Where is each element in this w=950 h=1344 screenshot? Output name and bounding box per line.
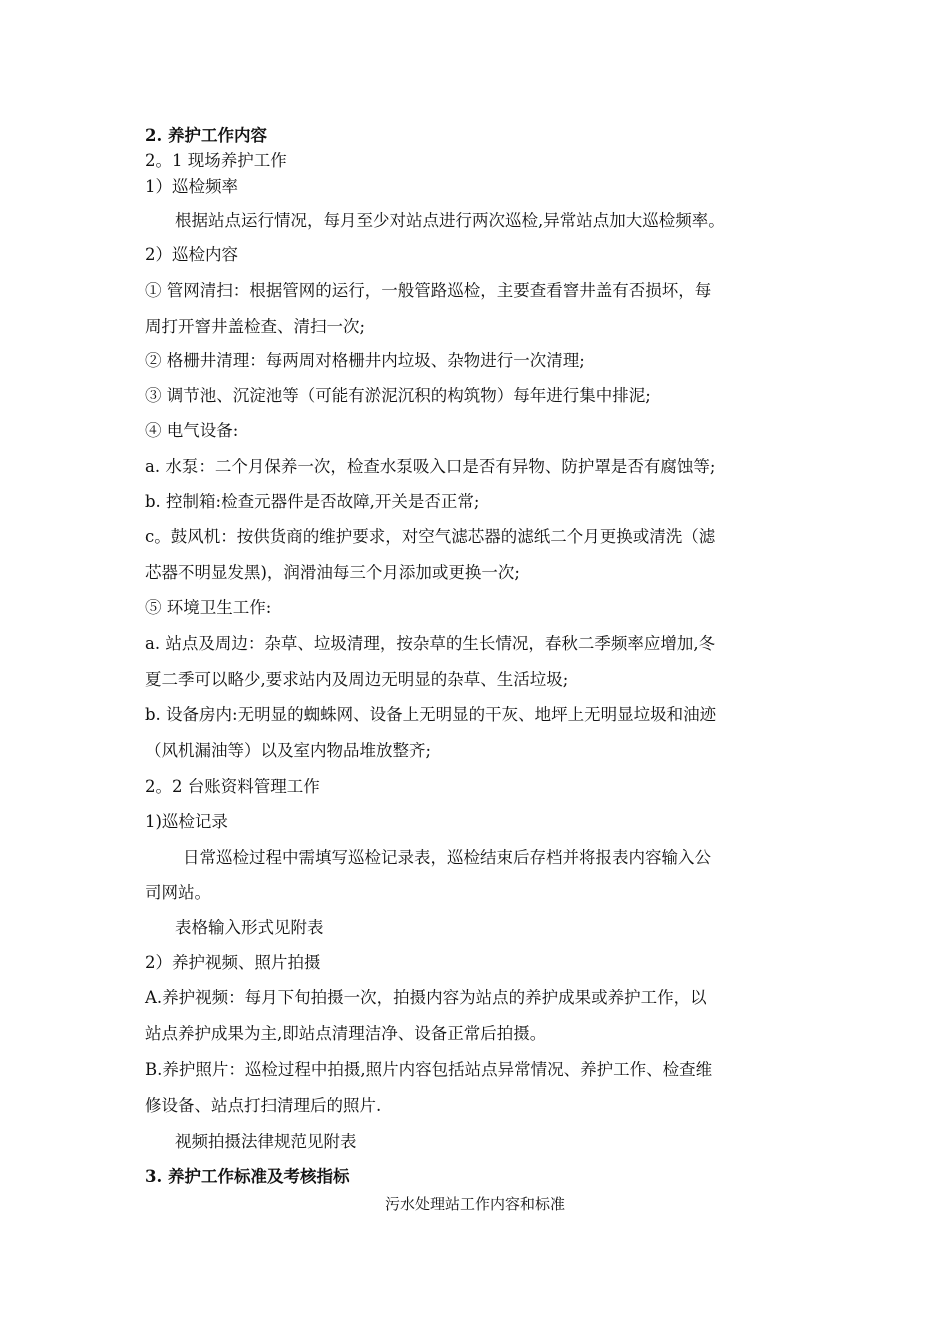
item-5a-line-1: a. 站点及周边：杂草、垃圾清理，按杂草的生长情况，春秋二季频率应增加,冬 [145, 634, 716, 653]
section-2-1-heading: 2。1 现场养护工作 [145, 151, 287, 170]
item-1-line-1: ① 管网清扫：根据管网的运行，一般管路巡检，主要查看窨井盖有否损坏，每 [145, 281, 712, 300]
section-3-heading: 3. 养护工作标准及考核指标 [145, 1167, 350, 1186]
patrol-frequency-text: 根据站点运行情况，每月至少对站点进行两次巡检,异常站点加大巡检频率。 [175, 211, 725, 230]
patrol-frequency-heading: 1）巡检频率 [145, 177, 238, 196]
video-line-2: 站点养护成果为主,即站点清理洁净、设备正常后拍摄。 [145, 1024, 547, 1043]
patrol-record-heading: 1)巡检记录 [145, 812, 228, 831]
item-4b: b. 控制箱:检查元器件是否故障,开关是否正常; [145, 492, 480, 511]
patrol-record-line-2: 司网站。 [145, 883, 211, 902]
section-2-heading: 2. 养护工作内容 [145, 126, 267, 145]
item-4-heading: ④ 电气设备: [145, 421, 239, 440]
section-2-2-heading: 2。2 台账资料管理工作 [145, 777, 320, 796]
item-5a-line-2: 夏二季可以略少,要求站内及周边无明显的杂草、生活垃圾; [145, 670, 569, 689]
media-heading: 2）养护视频、照片拍摄 [145, 953, 321, 972]
patrol-content-heading: 2）巡检内容 [145, 245, 238, 264]
photo-line-1: B.养护照片：巡检过程中拍摄,照片内容包括站点异常情况、养护工作、检查维 [145, 1060, 713, 1079]
item-3: ③ 调节池、沉淀池等（可能有淤泥沉积的构筑物）每年进行集中排泥; [145, 386, 651, 405]
item-4a: a. 水泵：二个月保养一次，检查水泵吸入口是否有异物、防护罩是否有腐蚀等; [145, 457, 716, 476]
patrol-record-line-1: 日常巡检过程中需填写巡检记录表，巡检结束后存档并将报表内容输入公 [183, 848, 711, 867]
item-5b-line-1: b. 设备房内:无明显的蜘蛛网、设备上无明显的干灰、地坪上无明显垃圾和油迹 [145, 705, 717, 724]
item-4c-line-2: 芯器不明显发黑)，润滑油每三个月添加或更换一次; [145, 563, 520, 582]
table-caption: 污水处理站工作内容和标准 [384, 1195, 565, 1213]
record-table-note: 表格输入形式见附表 [175, 918, 324, 937]
item-4c-line-1: c。鼓风机：按供货商的维护要求，对空气滤芯器的滤纸二个月更换或清洗（滤 [145, 527, 716, 546]
item-5b-line-2: （风机漏油等）以及室内物品堆放整齐; [145, 741, 432, 760]
video-standard-note: 视频拍摄法律规范见附表 [175, 1132, 357, 1151]
item-1-line-2: 周打开窨井盖检查、清扫一次; [145, 317, 366, 336]
item-5-heading: ⑤ 环境卫生工作: [145, 598, 272, 617]
video-line-1: A.养护视频：每月下旬拍摄一次，拍摄内容为站点的养护成果或养护工作，以 [145, 988, 707, 1007]
item-2: ② 格栅井清理：每两周对格栅井内垃圾、杂物进行一次清理; [145, 351, 585, 370]
photo-line-2: 修设备、站点打扫清理后的照片. [145, 1096, 382, 1115]
